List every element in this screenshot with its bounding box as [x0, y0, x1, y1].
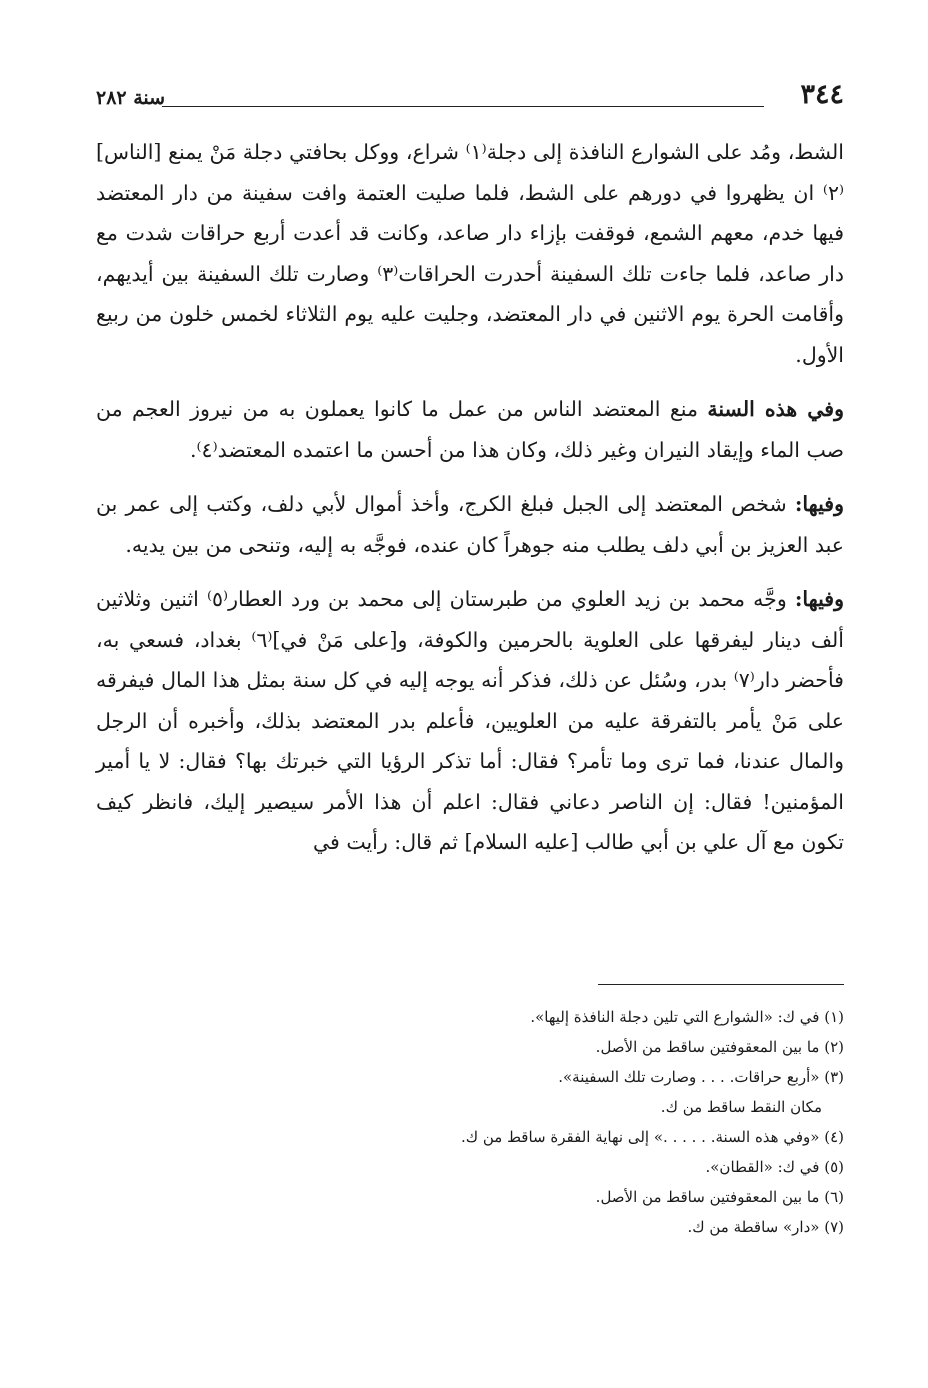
footnote-5: (٥) في ك: «القطان».: [705, 1158, 844, 1176]
footnote-4: (٤) «وفي هذه السنة. . . . . .» إلى نهاية الفقرة ساقط من ك.: [460, 1128, 844, 1146]
footnote-6: (٦) ما بين المعقوفتين ساقط من الأصل.: [595, 1188, 844, 1206]
footnote-3: (٣) «أربع حراقات. . . . وصارت تلك السفينة».: [558, 1068, 844, 1086]
running-head: سنة ٢٨٢: [96, 87, 166, 109]
paragraph-text: الشط، ومُد على الشوارع النافذة إلى دجلة⁽١⁾ شراع، ووكل بحافتي دجلة مَنْ يمنع [الناس]⁽٢⁾ ان يظهروا في دورهم على الشط، فلما صليت العتمة وافت سفينة من دار المعتضد فيها خدم، معهم الشمع، فوقفت بإزاء دار صاعد، وكانت قد أعدت أربع حراقات شدت مع دار صاعد، فلما جاءت تلك السفينة أحدرت الحراقات⁽٣⁾ وصارت تلك السفينة بين أيديهم، وأقامت الحرة يوم الاثنين في دار المعتضد، وجليت عليه يوم الثلاثاء لخمس خلون من ربيع الأول.: [96, 140, 844, 367]
footnote-rule: [598, 984, 844, 985]
paragraph-1: [96, 132, 844, 375]
paragraph-text: منع المعتضد الناس من عمل ما كانوا يعملون به من نيروز العجم من صب الماء وإيقاد النيران وغير ذلك، وكان هذا من أحسن ما اعتمده المعتضد⁽٤⁾.: [96, 397, 844, 462]
paragraph-2: [96, 389, 844, 470]
footnote-3-continuation: مكان النقط ساقط من ك.: [660, 1098, 822, 1116]
header-rule: [162, 106, 764, 107]
body-text: [96, 132, 844, 863]
footnote-2: (٢) ما بين المعقوفتين ساقط من الأصل.: [595, 1038, 844, 1056]
paragraph-4: [96, 579, 844, 863]
footnote-7: (٧) «دار» ساقطة من ك.: [687, 1218, 844, 1236]
footnote-1: (١) في ك: «الشوارع التي تلين دجلة النافذة إليها».: [530, 1008, 844, 1026]
footnotes: [284, 1002, 844, 1242]
paragraph-text: وجَّه محمد بن زيد العلوي من طبرستان إلى محمد بن ورد العطار⁽٥⁾ اثنين وثلاثين ألف دينار ليفرقها على العلوية بالحرمين والكوفة، و[على مَنْ في]⁽٦⁾ بغداد، فسعي به، فأحضر دار⁽٧⁾ بدر، وسُئل عن ذلك، فذكر أنه يوجه إليه في كل سنة بمثل هذا المال فيفرقه على مَنْ يأمر بالتفرقة عليه من العلويين، فأعلم بدر المعتضد بذلك، وأخبره أن الرجل والمال عندنا، فما ترى وما تأمر؟ فقال: أما تذكر الرؤيا التي خبرتك بها؟ فقال: لا يا أمير المؤمنين! فقال: إن الناصر دعاني فقال: اعلم أن هذا الأمر سيصير إليك، فانظر كيف تكون مع آل علي بن أبي طالب [عليه السلام] ثم قال: رأيت في: [96, 587, 844, 854]
page-header: [96, 78, 844, 122]
page-number: ٣٤٤: [800, 79, 844, 110]
paragraph-lead: وفيها:: [794, 587, 845, 611]
paragraph-text: شخص المعتضد إلى الجبل فبلغ الكرج، وأخذ أموال لأبي دلف، وكتب إلى عمر بن عبد العزيز بن أبي دلف يطلب منه جوهراً كان عنده، فوجَّه به إليه، وتنحى من بين يديه.: [96, 492, 844, 557]
paragraph-lead: وفيها:: [794, 492, 844, 516]
paragraph-lead: وفي هذه السنة: [707, 397, 844, 421]
paragraph-3: [96, 484, 844, 565]
